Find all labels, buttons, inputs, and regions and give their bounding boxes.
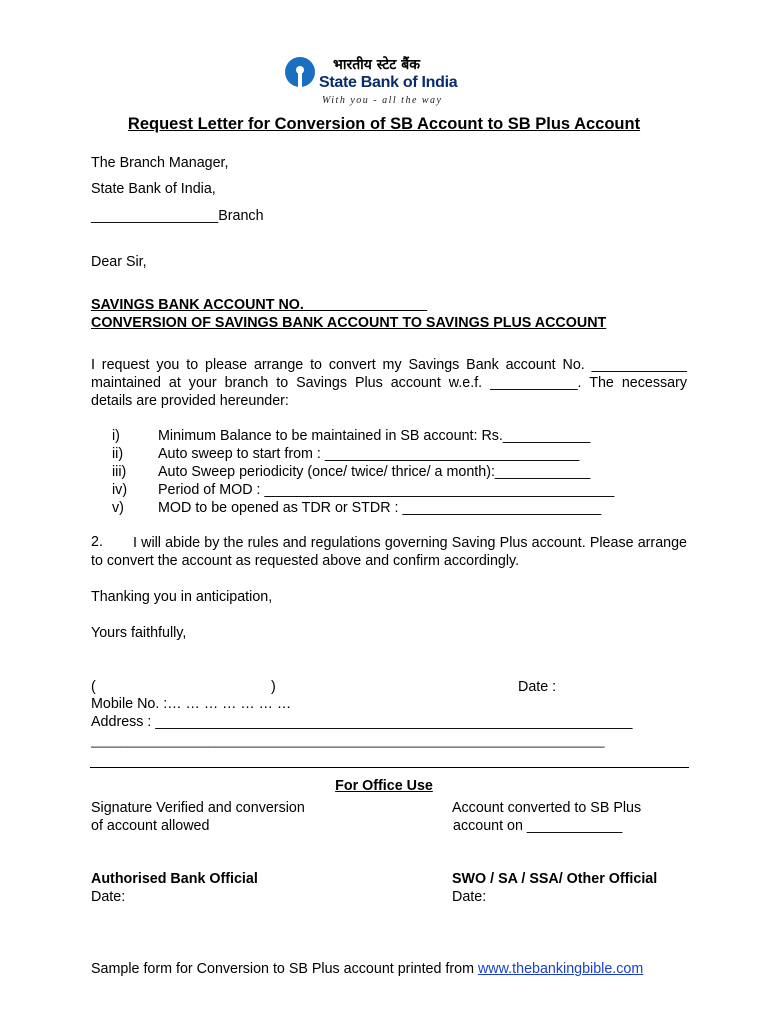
item-number: iii): [112, 464, 127, 480]
request-paragraph: I request you to please arrange to convert my Savings Bank account No. ____________ maintained at your branch to Savings Plus account w.e.f. ___________. The necessary details are provided hereunder:: [91, 357, 687, 409]
office-right-line-2: account on ____________: [453, 818, 623, 834]
item-number: i): [112, 428, 120, 444]
address-field: Address : ____________________________________________________________: [91, 714, 633, 730]
item-number: v): [112, 500, 124, 516]
footer-text: Sample form for Conversion to SB Plus account printed from: [91, 961, 478, 977]
office-left-date: Date:: [91, 889, 126, 905]
mobile-field: Mobile No. :… … … … … … …: [91, 696, 292, 712]
item-text: Auto Sweep periodicity (once/ twice/ thrice/ a month):____________: [158, 464, 591, 480]
item-number: ii): [112, 446, 124, 462]
thanks-line: Thanking you in anticipation,: [91, 589, 273, 605]
office-right-date: Date:: [452, 889, 487, 905]
undertaking-paragraph: I will abide by the rules and regulations governing Saving Plus account. Please arrange to convert the account as requested above and confirm accordingly.: [91, 535, 687, 569]
address-line-2: State Bank of India,: [91, 181, 216, 197]
section-divider: [90, 767, 689, 768]
office-right-line-1: Account converted to SB Plus: [452, 800, 642, 816]
authorised-official-label: Authorised Bank Official: [91, 871, 258, 887]
office-left-line-2: of account allowed: [91, 818, 210, 834]
address-line-3: ________________Branch: [91, 208, 264, 224]
sbi-keyhole-icon: [285, 57, 315, 87]
address-field-line-2: ______________________________________________________________________: [91, 733, 605, 748]
item-text: MOD to be opened as TDR or STDR : _________________________: [158, 500, 602, 516]
signature-paren-close: ): [271, 679, 276, 695]
address-line-1: The Branch Manager,: [91, 155, 229, 171]
other-official-label: SWO / SA / SSA/ Other Official: [452, 871, 658, 887]
closing-line: Yours faithfully,: [91, 625, 187, 641]
sbi-logo: [285, 53, 475, 109]
footer-note: [91, 961, 643, 978]
para2-number: 2.: [91, 534, 103, 550]
footer-link[interactable]: www.thebankingbible.com: [477, 961, 644, 977]
logo-tagline: With you - all the way: [322, 95, 443, 106]
salutation: Dear Sir,: [91, 254, 147, 270]
office-use-heading: For Office Use: [335, 778, 433, 794]
item-number: iv): [112, 482, 128, 498]
date-label: Date :: [518, 679, 557, 695]
item-text: Minimum Balance to be maintained in SB account: Rs.___________: [158, 428, 591, 444]
subject-line-1: SAVINGS BANK ACCOUNT NO. _______________: [91, 297, 428, 313]
letter-title: Request Letter for Conversion of SB Account to SB Plus Account: [127, 115, 641, 133]
item-text: Auto sweep to start from : ________________________________: [158, 446, 580, 462]
subject-line-2: CONVERSION OF SAVINGS BANK ACCOUNT TO SAVINGS PLUS ACCOUNT: [91, 315, 607, 331]
signature-paren-open: (: [91, 679, 96, 695]
logo-hindi-name: भारतीय स्टेट बैंक: [333, 57, 420, 73]
office-left-line-1: Signature Verified and conversion: [91, 800, 305, 816]
item-text: Period of MOD : ____________________________________________: [158, 482, 615, 498]
logo-english-name: State Bank of India: [319, 74, 458, 91]
